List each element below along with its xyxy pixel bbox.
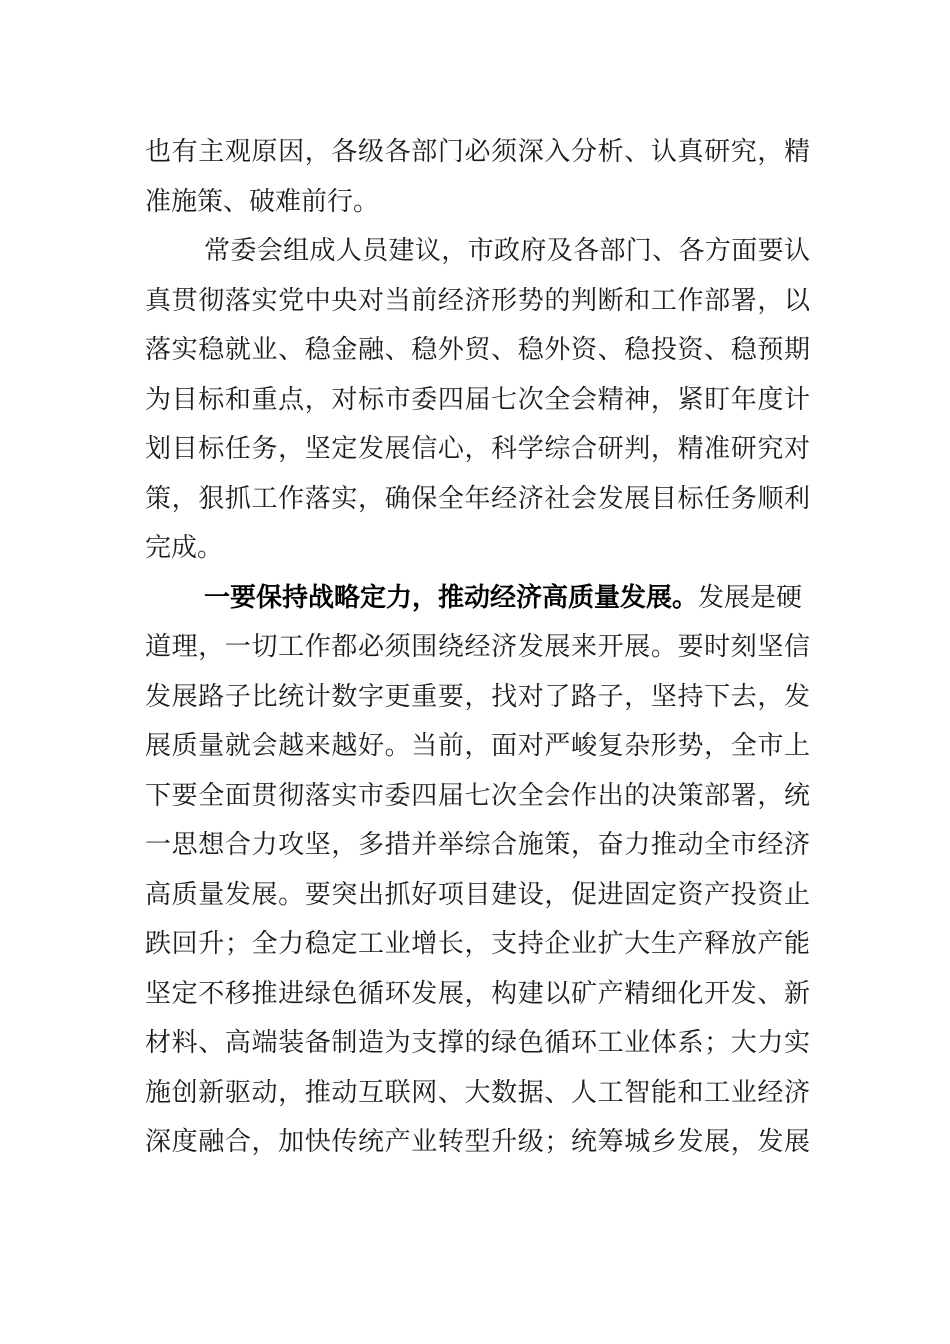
text-line: 真贯彻落实党中央对当前经济形势的判断和工作部署，以	[145, 285, 810, 316]
text-line: 也有主观原因，各级各部门必须深入分析、认真研究，精	[145, 137, 810, 167]
text-line: 下要全面贯彻落实市委四届七次全会作出的决策部署，统	[145, 780, 810, 811]
text-line: 材料、高端装备制造为支撑的绿色循环工业体系；大力实	[145, 1028, 810, 1058]
text-line: 策，狠抓工作落实，确保全年经济社会发展目标任务顺利	[145, 483, 810, 514]
text-line: 高质量发展。要突出抓好项目建设，促进固定资产投资止	[145, 879, 810, 910]
text-line: 准施策、破难前行。	[145, 186, 380, 217]
text-line: 道理，一切工作都必须围绕经济发展来开展。要时刻坚信	[145, 632, 810, 662]
text-line: 为目标和重点，对标市委四届七次全会精神，紧盯年度计	[145, 384, 810, 415]
text-line: 落实稳就业、稳金融、稳外贸、稳外资、稳投资、稳预期	[145, 335, 810, 365]
text-line: 跌回升；全力稳定工业增长，支持企业扩大生产释放产能	[145, 929, 810, 959]
paragraph-lead-rest: 发展是硬	[698, 582, 803, 613]
text-line: 施创新驱动，推动互联网、大数据、人工智能和工业经济	[145, 1077, 810, 1108]
document-body	[145, 128, 810, 1168]
paragraph-lead: 一要保持战略定力，推动经济高质量发展。	[204, 582, 699, 613]
text-line: 深度融合，加快传统产业转型升级；统筹城乡发展，发展	[145, 1127, 810, 1157]
text-line: 一思想合力攻坚，多措并举综合施策，奋力推动全市经济	[145, 830, 810, 860]
text-line: 划目标任务，坚定发展信心，科学综合研判，精准研究对	[145, 434, 810, 464]
text-line: 完成。	[145, 533, 224, 563]
text-line: 常委会组成人员建议，市政府及各部门、各方面要认	[204, 236, 810, 266]
text-line	[145, 574, 810, 624]
text-line: 坚定不移推进绿色循环发展，构建以矿产精细化开发、新	[145, 978, 810, 1009]
text-line: 发展路子比统计数字更重要，找对了路子，坚持下去，发	[145, 681, 810, 712]
text-line: 展质量就会越来越好。当前，面对严峻复杂形势，全市上	[145, 731, 810, 761]
